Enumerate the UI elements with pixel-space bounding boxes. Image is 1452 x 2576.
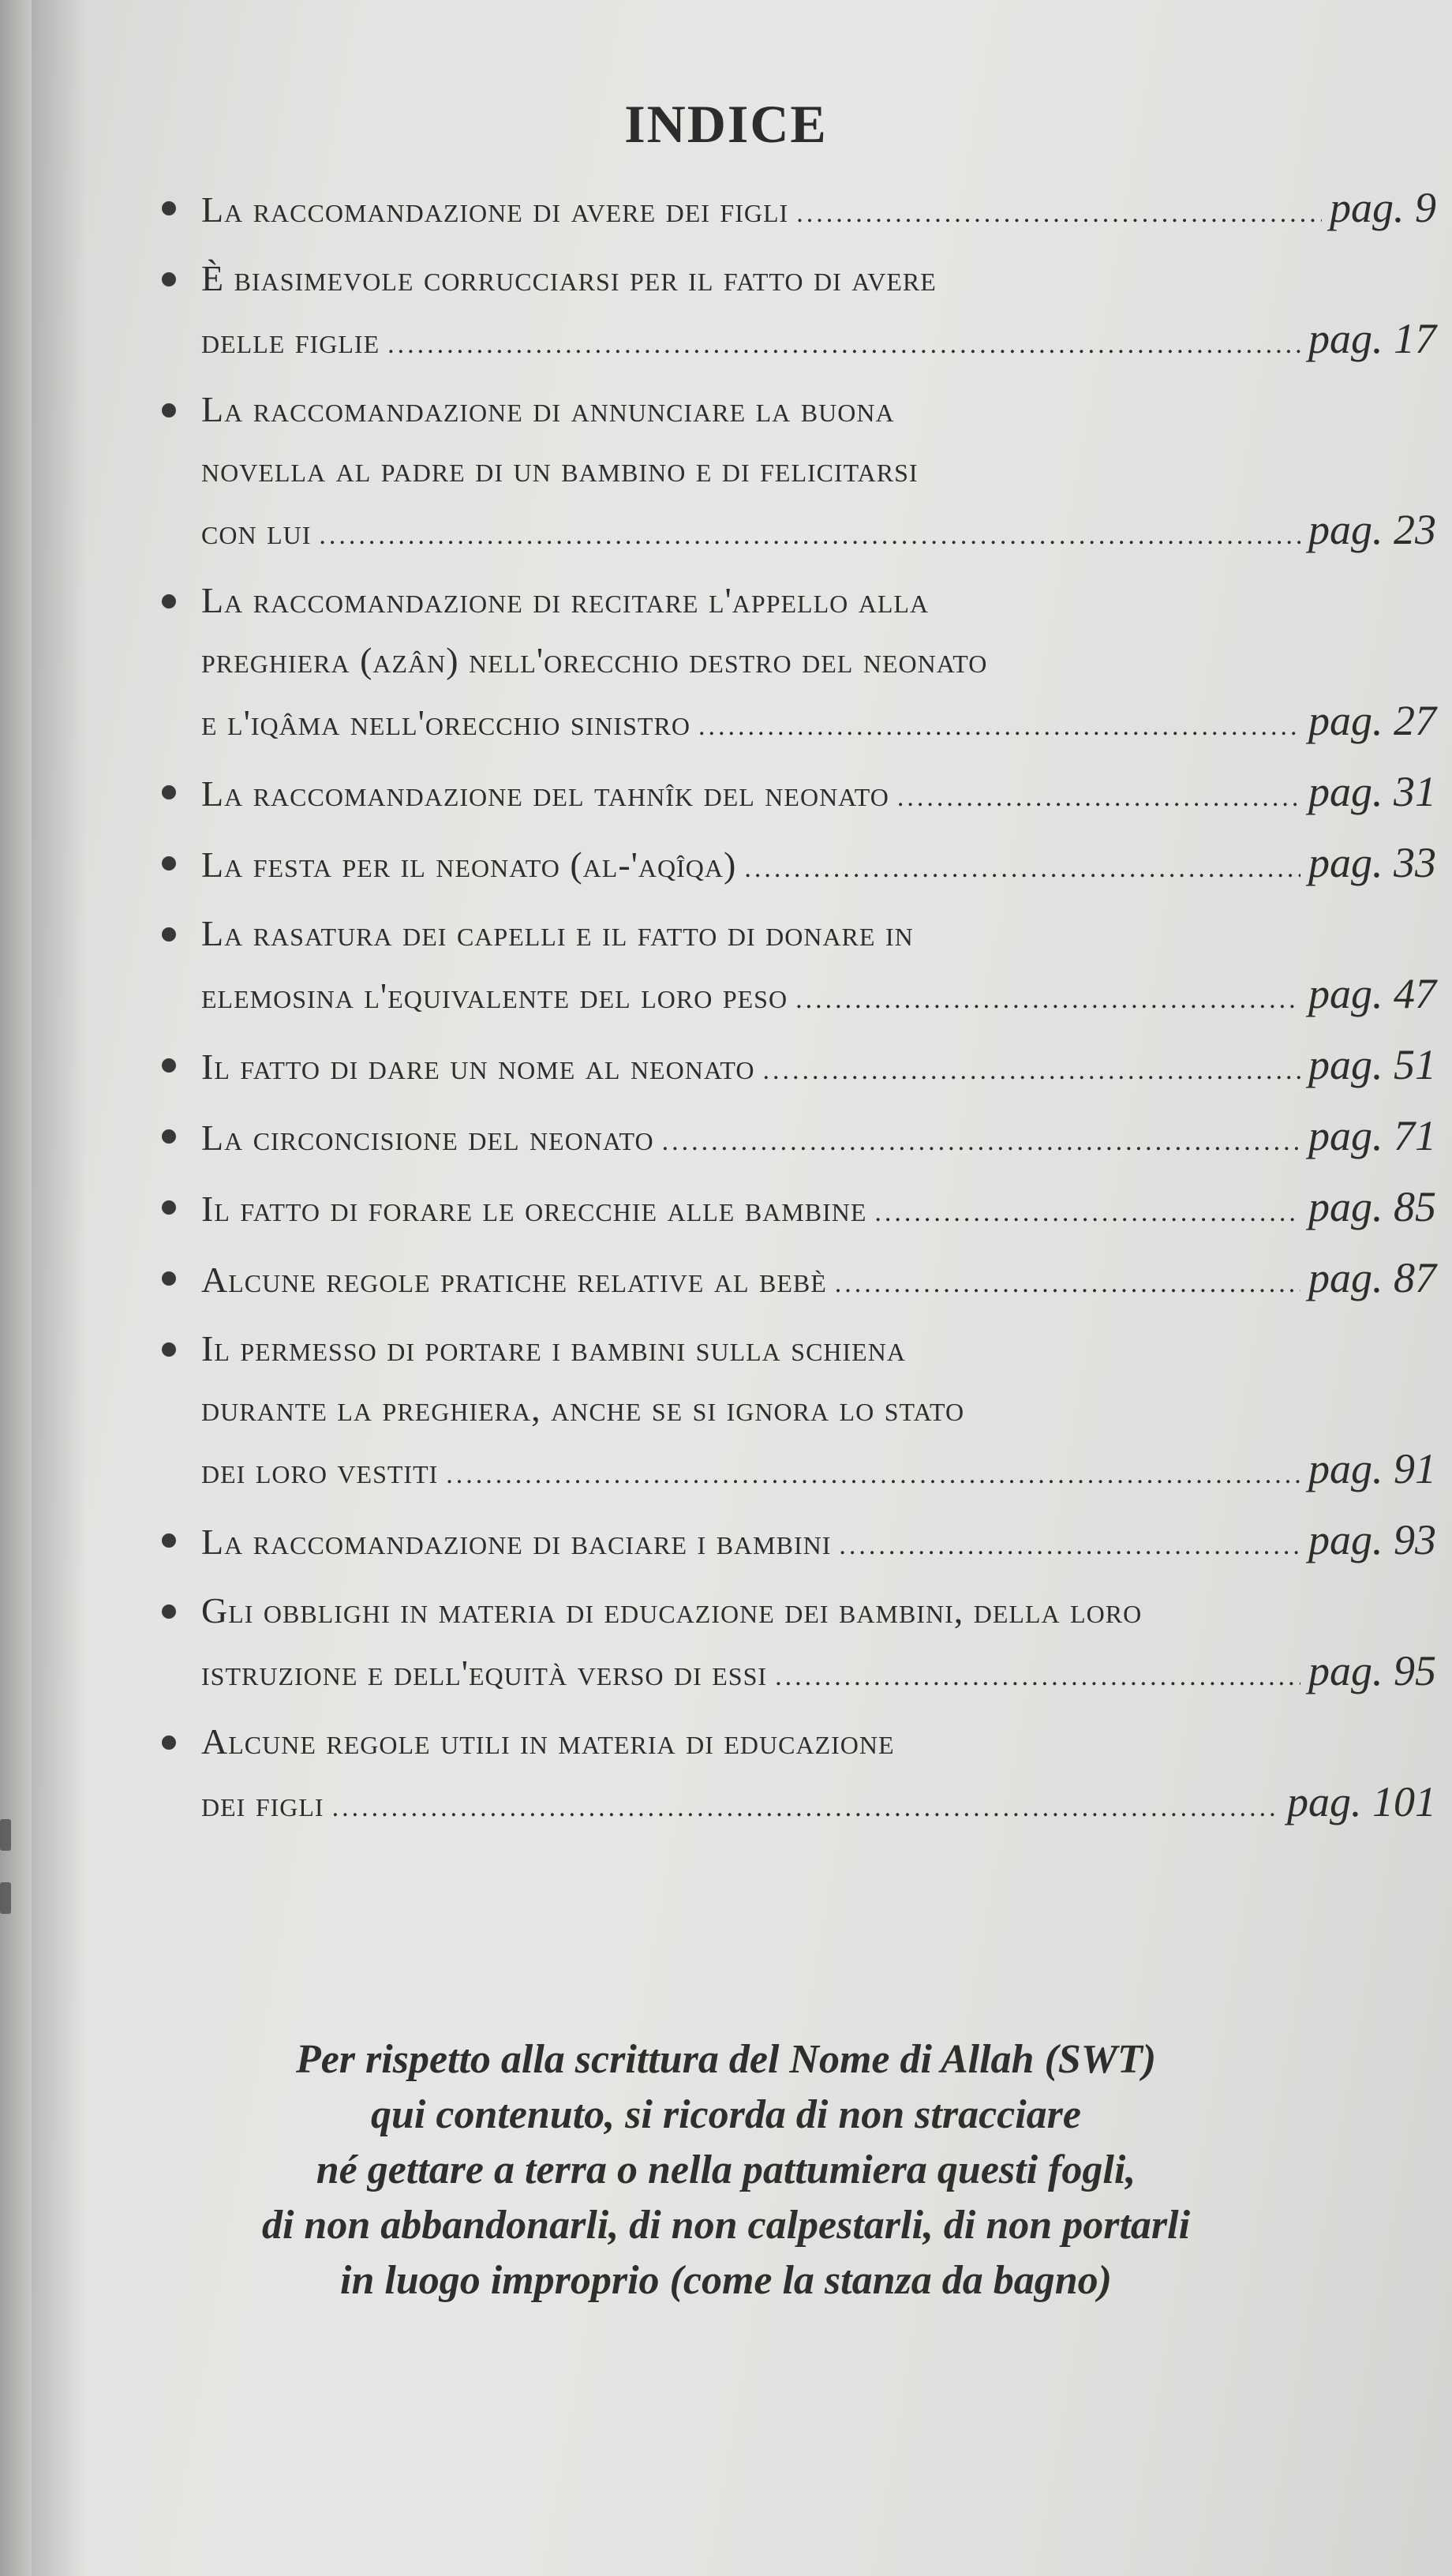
toc-entry-text: elemosina l'equivalente del loro peso xyxy=(201,975,788,1016)
toc-entry-line xyxy=(201,249,1436,309)
bullet-icon xyxy=(162,1533,176,1548)
toc-entry-line xyxy=(201,1712,1436,1772)
toc-entry-line xyxy=(201,571,1436,631)
toc-entry xyxy=(162,1712,1436,1838)
toc-entry-line xyxy=(201,500,1436,566)
toc-entry xyxy=(162,1248,1436,1314)
toc-entry xyxy=(162,833,1436,899)
toc-entry-text: È biasimevole corrucciarsi per il fatto di avere xyxy=(201,258,937,298)
toc-entry-text: durante la preghiera, anche se si ignora lo stato xyxy=(201,1388,965,1428)
dot-leader xyxy=(662,1112,1300,1172)
toc-entry xyxy=(162,380,1436,566)
toc-entry-line xyxy=(201,1510,1436,1576)
page-title: INDICE xyxy=(624,93,828,154)
toc-page-number: pag. 47 xyxy=(1308,970,1436,1017)
toc-page-number: pag. 93 xyxy=(1308,1516,1436,1563)
notice-line: di non abbandonarli, di non calpestarli, di non portarli xyxy=(261,2203,1191,2248)
toc-entry-line xyxy=(201,1177,1436,1243)
toc-entry-text: La festa per il neonato (al-'aqîqa) xyxy=(201,844,737,885)
toc-entry-text: La raccomandazione del tahnîk del neonato xyxy=(201,773,889,814)
toc-entry-text: La raccomandazione di avere dei figli xyxy=(201,189,789,230)
bullet-icon xyxy=(162,1342,176,1357)
dot-leader xyxy=(897,768,1300,828)
toc-entry-line xyxy=(201,1772,1436,1838)
toc-entry xyxy=(162,571,1436,757)
toc-entry-text: La rasatura dei capelli e il fatto di donare in xyxy=(201,913,914,953)
toc-entry-line xyxy=(201,1319,1436,1379)
toc-entry xyxy=(162,249,1436,375)
toc-entry-text: La raccomandazione di annunciare la buona xyxy=(201,389,895,429)
toc-entry-line xyxy=(201,1106,1436,1172)
toc-page-number: pag. 23 xyxy=(1308,506,1436,553)
bullet-icon xyxy=(162,272,176,286)
toc-page-number: pag. 31 xyxy=(1308,768,1436,815)
toc-entry-line xyxy=(201,964,1436,1030)
toc-entry-line xyxy=(201,380,1436,440)
bullet-icon xyxy=(162,1058,176,1073)
toc-entry xyxy=(162,1035,1436,1101)
toc-page-number: pag. 87 xyxy=(1308,1254,1436,1301)
toc-entry-text: con lui xyxy=(201,511,312,552)
dot-leader xyxy=(698,697,1300,757)
toc-entry-line xyxy=(201,833,1436,899)
toc-entry-text: Alcune regole utili in materia di educazione xyxy=(201,1721,895,1762)
dot-leader xyxy=(835,1254,1300,1314)
notice-line: né gettare a terra o nella pattumiera questi fogli, xyxy=(316,2147,1136,2192)
toc-entry-line xyxy=(201,631,1436,691)
toc-entry-line xyxy=(201,691,1436,757)
dot-leader xyxy=(775,1647,1300,1707)
toc-entry-line xyxy=(201,178,1436,244)
dot-leader xyxy=(446,1445,1300,1505)
toc-entry-text: preghiera (azân) nell'orecchio destro del neonato xyxy=(201,640,988,680)
toc-entry-text: dei figli xyxy=(201,1784,324,1824)
toc-entry-text: Il fatto di dare un nome al neonato xyxy=(201,1046,755,1087)
notice-line: in luogo improprio (come la stanza da bagno) xyxy=(340,2258,1112,2303)
toc-entry-text: novella al padre di un bambino e di felicitarsi xyxy=(201,449,919,489)
dot-leader xyxy=(874,1183,1300,1243)
toc-entry-line xyxy=(201,309,1436,375)
toc-entry-line xyxy=(201,762,1436,828)
bullet-icon xyxy=(162,856,176,871)
toc-entry-text: Alcune regole pratiche relative al bebè xyxy=(201,1260,827,1300)
toc-entry-text: Gli obblighi in materia di educazione dei bambini, della loro xyxy=(201,1590,1143,1631)
toc-entry-line xyxy=(201,1439,1436,1505)
bullet-icon xyxy=(162,594,176,608)
bullet-icon xyxy=(162,1129,176,1144)
toc-entry-line xyxy=(201,1581,1436,1641)
bullet-icon xyxy=(162,1271,176,1286)
toc-page-number: pag. 33 xyxy=(1308,839,1436,886)
bullet-icon xyxy=(162,785,176,799)
toc-page-number: pag. 101 xyxy=(1287,1778,1436,1825)
toc-page-number: pag. 9 xyxy=(1330,184,1436,231)
dot-leader xyxy=(762,1041,1300,1101)
toc-entry xyxy=(162,1319,1436,1505)
toc-entry-line xyxy=(201,440,1436,500)
bullet-icon xyxy=(162,201,176,215)
table-of-contents xyxy=(162,178,1436,1838)
toc-entry-text: Il fatto di forare le orecchie alle bambine xyxy=(201,1189,867,1229)
toc-page-number: pag. 91 xyxy=(1308,1445,1436,1492)
dot-leader xyxy=(744,839,1300,899)
toc-entry xyxy=(162,904,1436,1030)
notice-line: qui contenuto, si ricorda di non stracciare xyxy=(371,2092,1081,2137)
toc-entry-line xyxy=(201,1641,1436,1707)
toc-page-number: pag. 95 xyxy=(1308,1647,1436,1694)
toc-entry-line xyxy=(201,1248,1436,1314)
bullet-icon xyxy=(162,1200,176,1215)
toc-page-number: pag. 17 xyxy=(1308,315,1436,362)
toc-entry-text: Il permesso di portare i bambini sulla schiena xyxy=(201,1328,906,1368)
toc-entry xyxy=(162,1510,1436,1576)
toc-entry-line xyxy=(201,904,1436,964)
toc-entry-line xyxy=(201,1035,1436,1101)
dot-leader xyxy=(332,1778,1279,1838)
toc-entry-line xyxy=(201,1379,1436,1439)
toc-entry-text: dei loro vestiti xyxy=(201,1451,439,1491)
toc-entry-text: e l'iqâma nell'orecchio sinistro xyxy=(201,702,690,743)
toc-entry xyxy=(162,1177,1436,1243)
bullet-icon xyxy=(162,927,176,942)
toc-entry-text: La circoncisione del neonato xyxy=(201,1118,654,1158)
dot-leader xyxy=(795,970,1300,1030)
bullet-icon xyxy=(162,1735,176,1750)
respect-notice xyxy=(0,2032,1452,2308)
adjacent-page-mark xyxy=(0,1819,11,1851)
toc-entry-text: La raccomandazione di recitare l'appello alla xyxy=(201,580,930,620)
bullet-icon xyxy=(162,403,176,417)
toc-entry xyxy=(162,762,1436,828)
adjacent-page-mark xyxy=(0,1882,11,1914)
dot-leader xyxy=(319,506,1300,566)
dot-leader xyxy=(839,1516,1300,1576)
notice-line: Per rispetto alla scrittura del Nome di Allah (SWT) xyxy=(295,2037,1157,2082)
toc-entry-text: La raccomandazione di baciare i bambini xyxy=(201,1522,832,1562)
dot-leader xyxy=(796,184,1322,244)
toc-entry xyxy=(162,178,1436,244)
toc-entry xyxy=(162,1581,1436,1707)
toc-entry xyxy=(162,1106,1436,1172)
toc-entry-text: istruzione e dell'equità verso di essi xyxy=(201,1653,768,1693)
toc-entry-text: delle figlie xyxy=(201,320,380,361)
toc-page-number: pag. 71 xyxy=(1308,1112,1436,1159)
bullet-icon xyxy=(162,1604,176,1619)
dot-leader xyxy=(387,315,1300,375)
toc-page-number: pag. 51 xyxy=(1308,1041,1436,1088)
toc-page-number: pag. 27 xyxy=(1308,697,1436,744)
toc-page-number: pag. 85 xyxy=(1308,1183,1436,1230)
